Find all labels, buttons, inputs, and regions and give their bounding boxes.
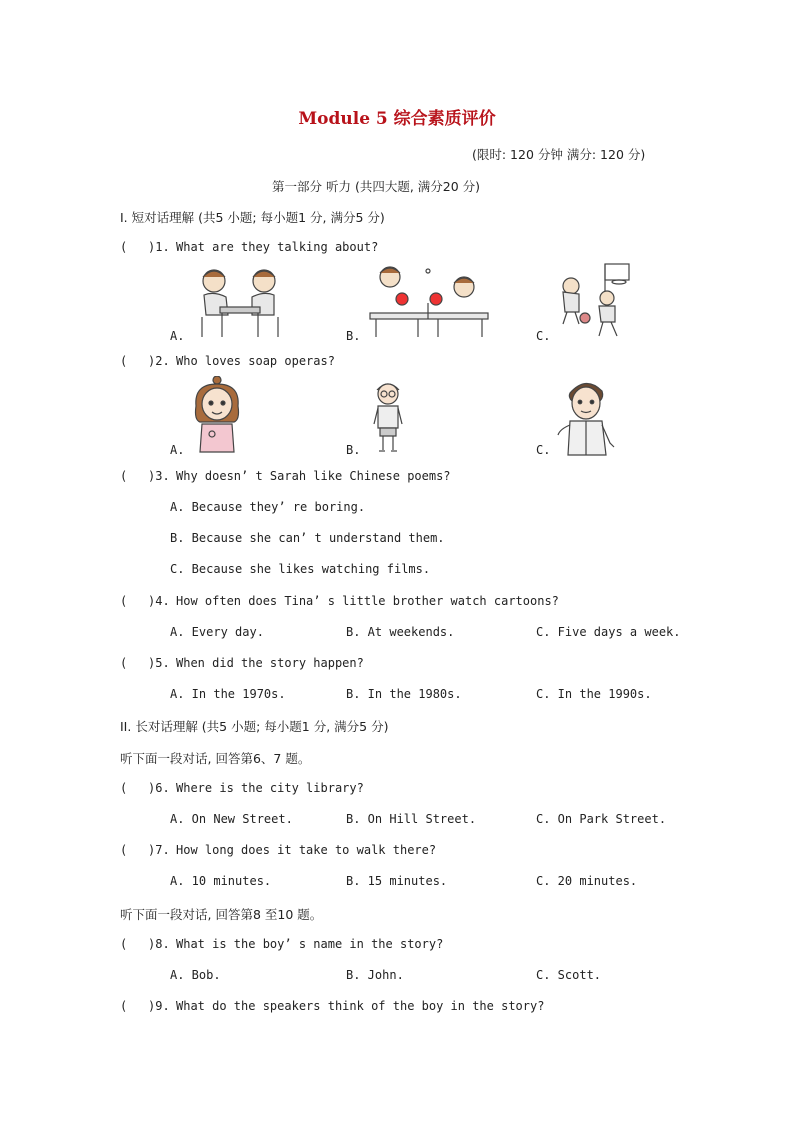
girl-illustration [190,376,244,454]
question-number: )4. [148,594,170,608]
option-a: A. 10 minutes. [170,874,272,888]
option-label: C. [536,329,551,343]
answer-paren: ( [120,594,128,608]
option-c: C. Scott. [536,968,602,982]
section2-heading: II. 长对话理解 (共5 小题; 每小题1 分, 满分5 分) [120,719,389,734]
question-number: )5. [148,656,170,670]
page-title: Module 5 综合素质评价 [298,109,496,129]
answer-paren: ( [120,843,128,857]
instruction: 听下面一段对话, 回答第6、7 题。 [120,751,311,766]
section1-heading: I. 短对话理解 (共5 小题; 每小题1 分, 满分5 分) [120,210,385,225]
question-number: )3. [148,469,170,483]
question-text: Why doesn’ t Sarah like Chinese poems? [176,469,451,483]
option-a: A. Bob. [170,968,221,982]
option-b: B. John. [346,968,404,982]
question-number: )7. [148,843,170,857]
boy-pointing-illustration [556,377,618,457]
option-b: B. Because she can’ t understand them. [170,531,445,545]
option-label: A. [170,443,185,457]
question-text: What is the boy’ s name in the story? [176,937,444,951]
question-text: When did the story happen? [176,656,364,670]
answer-paren: ( [120,781,128,795]
option-label: C. [536,443,551,457]
option-c: C. On Park Street. [536,812,667,826]
question-number: )1. [148,240,170,254]
answer-paren: ( [120,354,128,368]
question-number: )2. [148,354,170,368]
answer-paren: ( [120,240,128,254]
option-b: B. 15 minutes. [346,874,448,888]
question-text: How often does Tina’ s little brother watch cartoons? [176,594,559,608]
option-a: A. In the 1970s. [170,687,286,701]
question-number: )6. [148,781,170,795]
time-limit: (限时: 120 分钟 满分: 120 分) [472,147,646,162]
question-text: What do the speakers think of the boy in the story? [176,999,545,1013]
option-b: B. In the 1980s. [346,687,462,701]
option-c: C. Because she likes watching films. [170,562,431,576]
option-c: C. Five days a week. [536,625,681,639]
question-number: )9. [148,999,170,1013]
option-b: B. At weekends. [346,625,455,639]
basketball-illustration [557,262,637,340]
option-b: B. On Hill Street. [346,812,477,826]
chess-players-illustration [192,265,288,339]
question-number: )8. [148,937,170,951]
answer-paren: ( [120,999,128,1013]
part-heading: 第一部分 听力 (共四大题, 满分20 分) [272,179,481,194]
option-a: A. On New Street. [170,812,293,826]
option-c: C. In the 1990s. [536,687,652,701]
answer-paren: ( [120,469,128,483]
table-tennis-illustration [368,263,490,339]
option-label: B. [346,443,361,457]
option-c: C. 20 minutes. [536,874,638,888]
option-label: A. [170,329,185,343]
option-a: A. Because they’ re boring. [170,500,366,514]
option-a: A. Every day. [170,625,264,639]
answer-paren: ( [120,656,128,670]
question-text: What are they talking about? [176,240,379,254]
question-text: Who loves soap operas? [176,354,335,368]
answer-paren: ( [120,937,128,951]
option-label: B. [346,329,361,343]
question-text: How long does it take to walk there? [176,843,437,857]
instruction: 听下面一段对话, 回答第8 至10 题。 [120,907,323,922]
question-text: Where is the city library? [176,781,364,795]
boy-glasses-illustration [372,378,404,454]
